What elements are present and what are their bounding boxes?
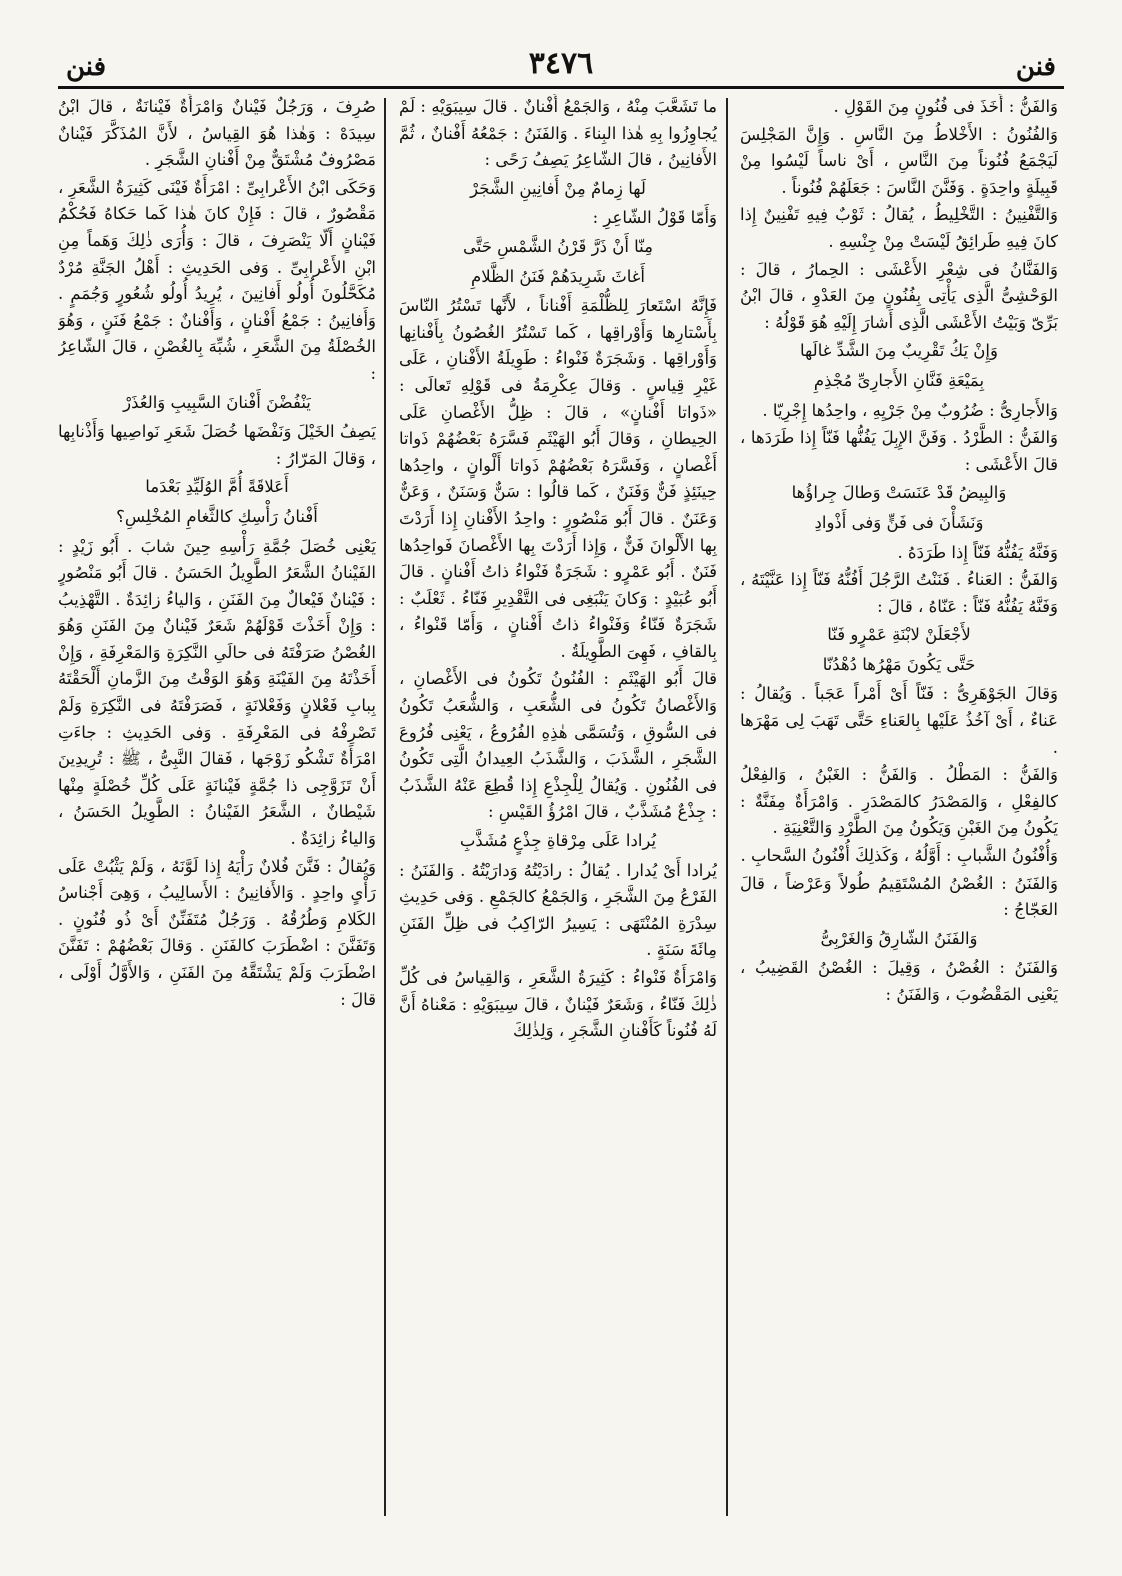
header-root-word-right: فنن <box>1015 52 1056 82</box>
page-header <box>60 44 1062 84</box>
entry-paragraph: وَالفَنَّانُ فى شِعْرِ الأَعْشَى : الحِمارُ ، قالَ : الوَحْشِىُّ الَّذِى يَأْتِى بِفُنُونٍ مِنَ العَدْوِ ، قالَ ابْنُ بَرِّىّ وَبَيْتُ الأَعْشَى الَّذِى أَشارَ إِلَيْهِ هُوَ قَوْلُهُ : <box>740 259 1058 332</box>
entry-paragraph: وَالتَّفْنِينُ : التَّخْلِيطُ ، يُقالُ : ثَوْبٌ فِيهِ تَفْنِينٌ إِذا كانَ فِيهِ طَرائِقُ لَيْسَتْ مِنْ جِنْسِهِ . <box>740 205 1058 251</box>
entry-paragraph: قالَ أَبُو الهَيْثَمِ : الفُنُونُ تَكُونُ فى الأَغْصانِ ، وَالأَغْصانُ تَكُونُ فى الشُّعَبِ ، وَالشُّعَبُ تَكُونُ فى السُّوقِ ، وَتُسَمَّى هٰذِهِ الفُرُوعُ ، يَعْنِى فُرُوعَ الشَّجَرِ ، الشَّذَبَ ، وَالشَّذَبُ العِيدانُ الَّتِى تَكُونُ فى الفُنُونِ . وَيُقالُ لِلْجِذْعِ إِذا قُطِعَ عَنْهُ الشَّذَبُ : جِذْعٌ مُشَذَّبٌ ، قالَ امْرُؤُ القَيْسِ : <box>399 669 717 822</box>
verse-line: أَغاثَ شَرِيدَهُمْ فَنَنُ الظَّلامِ <box>470 266 645 286</box>
entry-paragraph: فَإِنَّهُ اسْتَعارَ لِلظُّلْمَةِ أَفْناناً ، لأَنَّها تَسْتُرُ النّاسَ بِأَسْتارِها وَأَوْراقِها ، كَما تَسْتُرُ الغُصُونُ بِأَفْنانِها وَأَوْراقِها . وَشَجَرَةٌ فَنْواءُ : طَوِيلَةُ الأَفْنانِ ، عَلَى غَيْرِ قِياسٍ . وَقالَ عِكْرِمَةُ فى قَوْلِهِ تَعالَى : «ذَواتا أَفْنانٍ» ، قالَ : ظِلُّ الأَغْصانِ عَلَى الحِيطانِ ، وَقالَ أَبُو الهَيْثَمِ فَسَّرَهُ بَعْضُهُمْ ذَواتا أَغْصانٍ ، وَفَسَّرَهُ بَعْضُهُمْ ذَواتا أَلْوانٍ ، واحِدُها حِينَئِذٍ فَنٌّ وَفَنَنٌ ، كَما قالُوا : سَنٌّ وَسَنَنٌ ، وَعَنٌّ وَعَنَنٌ . قالَ أَبُو مَنْصُورٍ : واحِدُ الأَفْنانِ إِذا أَرَدْتَ بِها الأَلْوانَ فَنٌّ ، وَإِذا أَرَدْتَ بِها الأَغْصانَ فَواحِدُها فَنَنٌ . أَبُو عَمْرٍو : شَجَرَةٌ فَنْواءُ ذاتُ أَفْنانٍ . قالَ أَبُو عُبَيْدٍ : وَكانَ يَنْبَغِى فى التَّقْدِيرِ فَنّاءُ . ثَعْلَبٌ : شَجَرَةٌ فَنّاءُ وَفَنْواءُ ذاتُ أَفْنانٍ ، وَأَمّا قَنْواءُ ، بِالقافِ ، فَهِىَ الطَّوِيلَةُ . <box>399 296 717 661</box>
column-right <box>740 94 1058 1516</box>
verse-line: لَها زِمامٌ مِنْ أَفانِينِ الشَّجَرْ <box>470 178 646 198</box>
verse-line: حَتَّى يَكُونَ مَهْرُها دُهْدُنّا <box>822 654 976 674</box>
verse-line: وَالبِيضُ قَدْ عَنَسَتْ وَطالَ جِراؤُها <box>791 483 1007 503</box>
entry-paragraph: يُرادا أَىْ يُدارا . يُقالُ : رادَيْتُهُ وَدارَيْتُهُ . وَالفَنَنُ : الفَرْعُ مِنَ الشَّجَرِ ، وَالجَمْعُ كالجَمْعِ . وَفى حَدِيثِ سِدْرَةِ المُنْتَهَى : يَسِيرُ الرّاكِبُ فى ظِلِّ الفَنَنِ مِائَةَ سَنَةٍ . <box>399 860 717 960</box>
column-divider <box>726 98 728 1516</box>
entry-paragraph: صُرِفَ ، وَرَجُلٌ فَيْنانٌ وَامْرَأَةٌ فَيْنانَةٌ ، قالَ ابْنُ سِيدَهْ : وَهٰذا هُوَ القِياسُ ، لأَنَّ المُذَكَّرَ فَيْنانٌ مَصْرُوفٌ مُشْتَقٌّ مِنْ أَفْنانِ الشَّجَرِ . <box>58 97 376 170</box>
verse-line: أَفْنانُ رَأْسِكِ كالثَّغامِ المُخْلِسِ؟ <box>116 506 318 526</box>
entry-paragraph: وَحَكَى ابْنُ الأَعْرابِىِّ : امْرَأَةٌ فَيْنَى كَثِيرَةُ الشَّعَرِ ، مَقْصُورٌ ، قالَ : فَإِنْ كانَ هٰذا كَما حَكاهُ فَحُكْمُ فَيْنانٍ أَلّا يَنْصَرِفَ ، قالَ : وَأُرَى ذٰلِكَ وَهَماً مِنِ ابْنِ الأَعْرابِىِّ . وَفى الحَدِيثِ : أَهْلُ الجَنَّةِ مُرْدٌ مُكَحَّلُونَ أُولُو أَفانِينَ ، يُرِيدُ أُولُو شُعُورٍ وَجُمَمٍ . وَأَفانِينُ : جَمْعُ أَفْنانٍ ، وَأَفْنانٌ : جَمْعُ فَنَنٍ ، وَهُوَ الخُصْلَةُ مِنَ الشَّعَرِ ، شُبِّهَ بِالغُصْنِ ، قالَ الشّاعِرُ : <box>58 177 376 383</box>
entry-paragraph: وَالفَنُّ : أَخَذَ فى فُنُونٍ مِنَ القَوْلِ . <box>833 97 1058 116</box>
verse-line: وَالفَنَنُ الشّارِقُ وَالغَرْبِىُّ <box>820 928 978 948</box>
entry-paragraph: وَقالَ الجَوْهَرِىُّ : فَنّاً أَىْ أَمْراً عَجَباً . وَيُقالُ : عَناءٌ ، أَىْ آخُذُ عَلَيْها بِالعَناءِ حَتَّى تَهَبَ لِى مَهْرَها . <box>740 684 1058 757</box>
text-columns <box>60 94 1062 1516</box>
verse-line: لأَجْعَلَنْ لابْنَةِ عَمْرٍو فَنّا <box>827 625 971 645</box>
entry-paragraph: ما تَشَعَّبَ مِنْهُ ، وَالجَمْعُ أَفْنانٌ . قالَ سِيبَوَيْهِ : لَمْ يُجاوِزُوا بِهِ هٰذا البِناءَ . وَالفَنَنُ : جَمْعُهُ أَفْنانٌ ، ثُمَّ الأَفانِينُ ، قالَ الشّاعِرُ يَصِفُ رَحًى : <box>399 97 717 170</box>
header-root-word-left: فنن <box>66 52 107 82</box>
entry-paragraph: وَالفَنَنُ : الغُصْنُ ، وَقِيلَ : الغُصْنُ القَضِيبُ ، يَعْنِى المَقْضُوبَ ، وَالفَنَنُ : <box>740 958 1058 1004</box>
entry-paragraph: وَأُفْنُونُ الشَّبابِ : أَوَّلُهُ ، وَكَذلِكَ أُفْنُونُ السَّحابِ . <box>740 846 1058 866</box>
entry-paragraph: يَعْنِى خُصَلَ جُمَّةِ رَأْسِهِ حِينَ شابَ . أَبُو زَيْدٍ : الفَيْنانُ الشَّعَرُ الطَّوِيلُ الحَسَنُ . قالَ أَبُو مَنْصُورٍ : فَيْنانٌ فَيْعالٌ مِنَ الفَنَنِ ، وَالياءُ زائِدَةٌ . التَّهْذِيبُ : وَإِنْ أَخَذْتَ قَوْلَهُمْ شَعَرٌ فَيْنانٌ مِنَ الفَنَنِ وَهُوَ الغُصْنُ صَرَفْتَهُ فى حالَىِ النَّكِرَةِ وَالمَعْرِفَةِ ، وَإِنْ أَخَذْتَهُ مِنَ الفَيْنَةِ وَهُوَ الوَقْتُ مِنَ الزَّمانِ أَلْحَقْتَهُ بِبابِ فَعْلانٍ وَفَعْلانَةٍ ، فَصَرَفْتَهُ فى النَّكِرَةِ وَلَمْ تَصْرِفْهُ فى المَعْرِفَةِ . وَفى الحَدِيثِ : جاءَتِ امْرَأَةٌ تَشْكُو زَوْجَها ، فَقالَ النَّبِىُّ ، ﷺ : تُرِيدِينَ أَنْ تَزَوَّجِى ذا جُمَّةٍ فَيْنانَةٍ عَلَى كُلِّ خُصْلَةٍ مِنْها شَيْطانٌ ، الشَّعَرُ الفَيْنانُ : الطَّوِيلُ الحَسَنُ ، وَالياءُ زائِدَةٌ . <box>58 536 376 849</box>
column-left <box>58 94 376 1516</box>
column-divider <box>384 98 386 1516</box>
page-number: ٣٤٧٦ <box>528 46 594 81</box>
entry-paragraph: وَالفَنَنُ : الغُصْنُ المُسْتَقِيمُ طُولاً وَعَرْضاً ، قالَ العَجّاجُ : <box>740 873 1058 920</box>
verse-line: وَنَشَأْنَ فى فَنٍّ وَفى أَذْوادِ <box>814 512 984 532</box>
entry-paragraph: وَيُقالُ : فَنَّنَ فُلانٌ رَأْيَهُ إِذا لَوَّنَهُ ، وَلَمْ يَثْبُتْ عَلَى رَأْىٍ واحِدٍ . وَالأَفانِينُ : الأَسالِيبُ ، وَهِىَ أَجْناسُ الكَلامِ وَطُرُقُهُ . وَرَجُلٌ مُتَفَنِّنٌ أَىْ ذُو فُنُونٍ . وَتَفَنَّنَ : اضْطَرَبَ كالفَنَنِ . وَقالَ بَعْضُهُمْ : تَفَنَّنَ اضْطَرَبَ وَلَمْ يَشْتَقَّهُ مِنَ الفَنَنِ ، وَالأَوَّلُ أَوْلَى ، قالَ : <box>58 856 376 1009</box>
header-rule <box>58 86 1064 89</box>
entry-paragraph: وَأَمّا قَوْلُ الشّاعِرِ : <box>592 208 717 228</box>
entry-paragraph: يَصِفُ الخَيْلَ وَنَفْضَها خُصَلَ شَعَرِ نَواصِيها وَأَذْنابِها ، وَقالَ المَرّارُ : <box>58 422 376 468</box>
verse-line: يَنْفُضْنَ أَفْنانَ السَّبِيبِ وَالعُذَرْ <box>123 392 311 412</box>
verse-line: يُرادا عَلَى مِرْقاةِ جِذْعٍ مُشَذَّبِ <box>459 831 657 851</box>
entry-paragraph: وَالفَنُّ : المَطْلُ . وَالفَنُّ : الغَبْنُ ، وَالفِعْلُ كالفِعْلِ ، وَالمَصْدَرُ كالمَصْدَرِ . وَامْرَأَةٌ مِفَنَّةٌ : يَكُونُ مِنَ الغَبْنِ وَيَكُونُ مِنَ الطَّرْدِ وَالتَّعْنِيَةِ . <box>740 765 1058 838</box>
entry-paragraph: وَالفَنُّ : الطَّرْدُ . وَفَنَّ الإِبِلَ يَفُنُّها فَنّاً إِذا طَرَدَها ، قالَ الأَعْشَى : <box>740 428 1058 474</box>
verse-line: وَإِنْ يَكُ تَقْرِيبٌ مِنَ الشَّدِّ غالَها <box>800 341 998 361</box>
entry-paragraph: وَالفَنُّ : العَناءُ . فَنَنْتُ الرَّجُلَ أَفُنُّهُ فَنّاً إِذا عَنَّيْتَهُ ، وَفَنَّهُ يَفُنُّهُ فَنّاً : عَنّاهُ ، قالَ : <box>740 570 1058 616</box>
column-middle <box>399 94 717 1516</box>
entry-paragraph: وَالأَجارِىُّ : ضُرُوبٌ مِنْ جَرْيِهِ ، واحِدُها إِجْرِيّا . <box>762 400 1058 420</box>
verse-line: بِمَيْعَةِ فَنَّانِ الأَجارِىِّ مُجْذِمِ <box>813 370 985 390</box>
entry-paragraph: وَفَنَّهُ يَفُنُّهُ فَنّاً إِذا طَرَدَهُ . <box>897 542 1058 562</box>
verse-line: أَعَلاقَةً أُمَّ الوُلَيِّدِ بَعْدَما <box>145 477 289 497</box>
entry-paragraph: وَالفُنُونُ : الأَخْلاطُ مِنَ النَّاسِ . وَإِنَّ المَجْلِسَ لَيَجْمَعُ فُنُوناً مِنَ النَّاسِ ، أَىْ ناساً لَيْسُوا مِنْ قَبِيلَةٍ واحِدَةٍ . وَفَنَّنَ النَّاسَ : جَعَلَهُمْ فُنُوناً . <box>740 124 1058 197</box>
verse-line: مِنّا أَنْ ذَرَّ قَرْنُ الشَّمْسِ حَتَّى <box>462 236 654 256</box>
entry-paragraph: وَامْرَأَةٌ فَنْواءُ : كَثِيرَةُ الشَّعَرِ ، وَالقِياسُ فى كُلِّ ذٰلِكَ فَنّاءُ ، وَشَعَرٌ فَيْنانٌ ، قالَ سِيبَوَيْهِ : مَعْناهُ أَنَّ لَهُ فُنُوناً كَأَفْنانِ الشَّجَرِ ، وَلِذٰلِكَ <box>399 968 717 1041</box>
